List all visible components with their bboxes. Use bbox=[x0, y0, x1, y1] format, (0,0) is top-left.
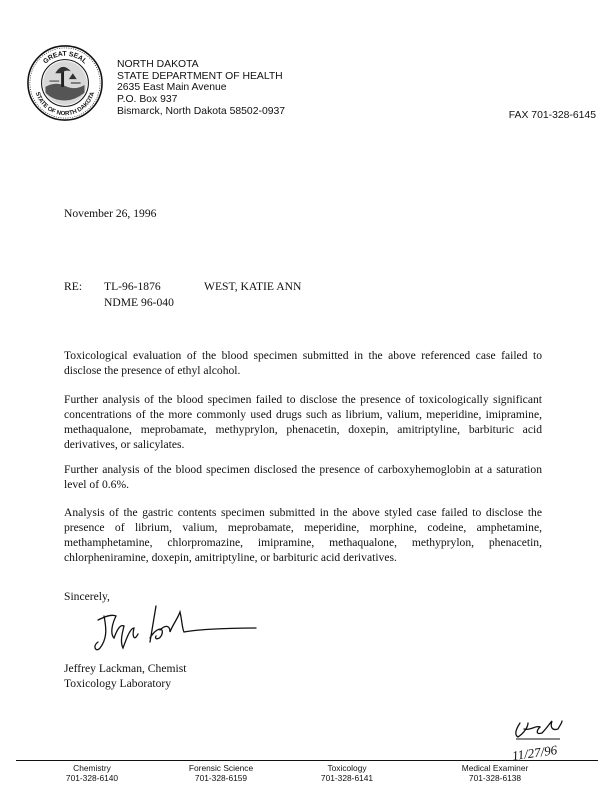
state-seal-logo bbox=[26, 44, 104, 122]
footer-forensic-science bbox=[156, 763, 286, 783]
footer-dept-phone: 701-328-6141 bbox=[320, 773, 374, 783]
ndme-number: NDME 96-040 bbox=[104, 296, 174, 309]
org-dept-line: STATE DEPARTMENT OF HEALTH bbox=[117, 70, 283, 82]
footer-dept-phone: 701-328-6138 bbox=[468, 773, 522, 783]
subject-name: WEST, KATIE ANN bbox=[204, 280, 302, 293]
po-box: P.O. Box 937 bbox=[117, 94, 178, 106]
svg-text:STATE OF NORTH DAKOTA: STATE OF NORTH DAKOTA bbox=[33, 91, 97, 118]
footer-chemistry bbox=[27, 763, 157, 783]
org-name-line: NORTH DAKOTA bbox=[117, 59, 199, 70]
organization-address bbox=[117, 59, 285, 118]
signer-lab: Toxicology Laboratory bbox=[64, 677, 172, 690]
footer-toxicology bbox=[282, 763, 412, 783]
city-state-zip: Bismarck, North Dakota 58502-0937 bbox=[117, 105, 286, 117]
case-number: TL-96-1876 bbox=[104, 280, 161, 293]
paragraph-ethyl-alcohol: Toxicological evaluation of the blood specimen submitted in the above referenced case failed to disclose the presence of ethyl alcohol. bbox=[64, 349, 542, 377]
paragraph-drug-screen: Further analysis of the blood specimen failed to disclose the presence of toxicologically significant concentrations of the more commonly used drugs such as librium, valium, meperidine, imipramine, methaqualone, meprobamate, methyprylon, phenacetin, doxepin, amitriptyline, barbituric acid derivatives, or salicylates. bbox=[64, 393, 542, 451]
handwritten-signature bbox=[90, 598, 260, 658]
svg-text:GREAT SEAL: GREAT SEAL bbox=[42, 50, 88, 66]
footer-dept-label: Chemistry bbox=[73, 763, 111, 773]
footer-dept-label: Toxicology bbox=[327, 763, 367, 773]
fax-number: FAX 701-328-6145 bbox=[508, 110, 596, 121]
footer-dept-label: Forensic Science bbox=[188, 763, 254, 773]
footer-rule bbox=[16, 760, 598, 761]
signer-name: Jeffrey Lackman, Chemist bbox=[64, 662, 187, 675]
footer-medical-examiner bbox=[430, 763, 560, 783]
closing: Sincerely, bbox=[64, 590, 110, 603]
footer-dept-label: Medical Examiner bbox=[461, 763, 529, 773]
paragraph-carboxyhemoglobin: Further analysis of the blood specimen disclosed the presence of carboxyhemoglobin at a saturation level of 0.6%. bbox=[64, 463, 542, 491]
svg-text:11/27/96: 11/27/96 bbox=[511, 742, 559, 763]
letter-date: November 26, 1996 bbox=[64, 207, 157, 220]
footer-dept-phone: 701-328-6159 bbox=[194, 773, 248, 783]
signer-block bbox=[64, 661, 186, 691]
handwritten-initials-date bbox=[506, 719, 572, 763]
street-address: 2635 East Main Avenue bbox=[117, 82, 227, 94]
paragraph-gastric-contents: Analysis of the gastric contents specimen submitted in the above styled case failed to disclose the presence of librium, valium, meprobamate, meperidine, morphine, codeine, amphetamine, methamphetamine, chlorpromazine, imipramine, methaqualone, methyprylon, phenacetin, chlorpheniramine, doxepin, amitriptyline, or barbituric acid derivatives. bbox=[64, 506, 542, 564]
footer-dept-phone: 701-328-6140 bbox=[65, 773, 119, 783]
re-label: RE: bbox=[64, 280, 83, 293]
